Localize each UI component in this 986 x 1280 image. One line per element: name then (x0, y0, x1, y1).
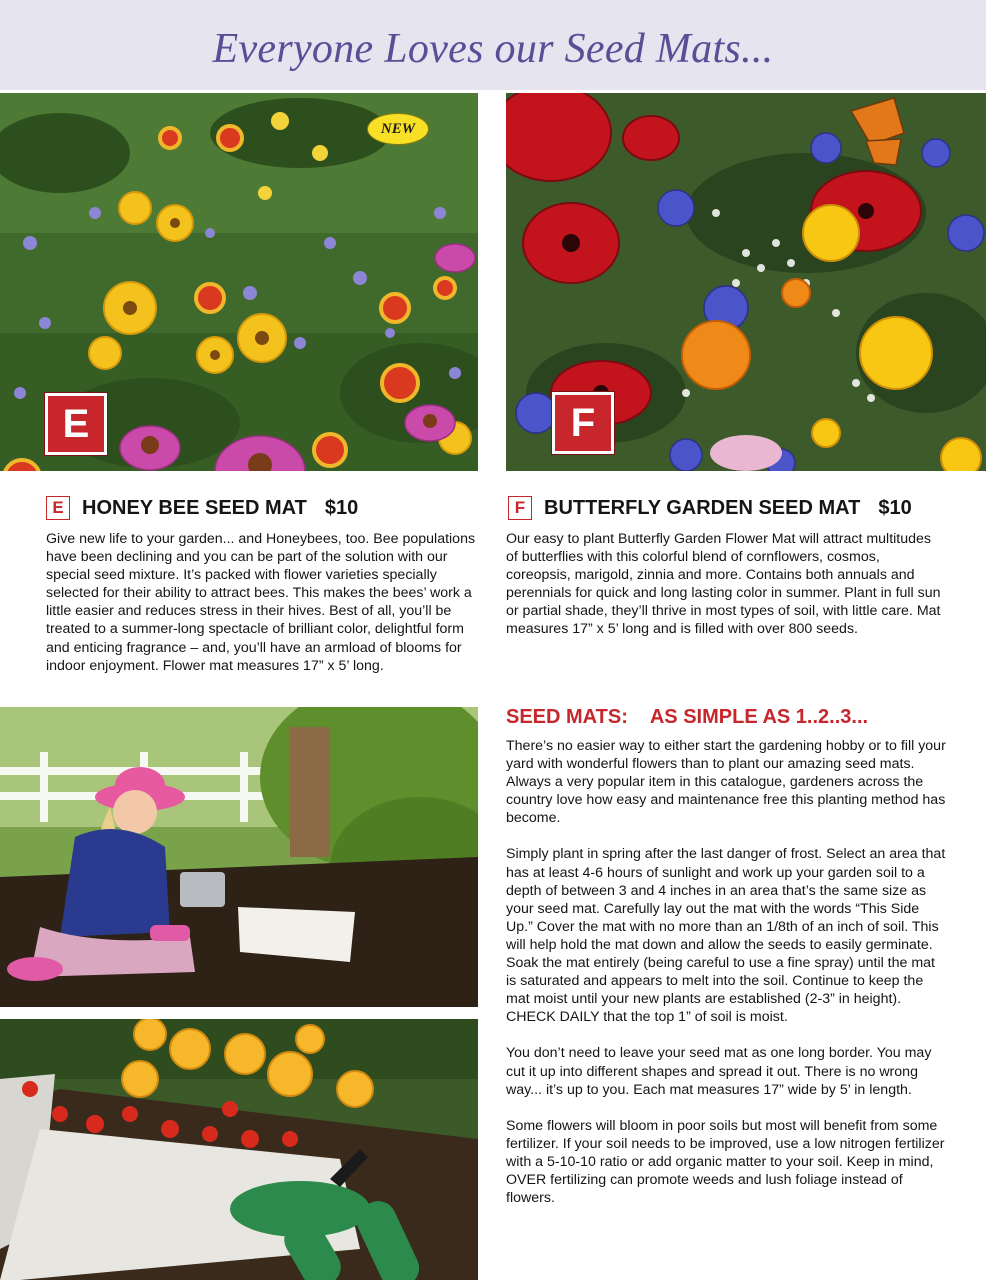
butterfly-garden-flowers-photo (506, 93, 986, 471)
instructions-paragraph: Some flowers will bloom in poor soils but most will benefit from some fertilizer. If your soil needs to be improved, use a low nitrogen fertilizer with a 5-10-10 ratio or add organic matter to your soil. Keep in mind, OVER fertilizing can promote weeds and lush foliage instead of flowers. (506, 1117, 945, 1207)
product-f-description: Our easy to plant Butterfly Garden Flower Mat will attract multitudes of butterflies with this colorful blend of cornflowers, cosmos, coreopsis, marigold, zinnia and more. Contains both annuals and perennials for quick and long lasting color in summer. Plant in full sun or partial shade, they’ll thrive in most types of soil, with little care. Mat measures 17” x 5’ long and is filled with over 800 seeds. (506, 531, 941, 638)
seed-mat-bed-photo (0, 1019, 478, 1280)
seed-mats-heading (506, 706, 868, 729)
product-e-photo-badge: E (45, 393, 107, 455)
seed-mats-heading-left: SEED MATS: (506, 706, 628, 728)
child-planting-illustration (0, 707, 478, 1007)
new-badge: NEW (367, 113, 429, 145)
product-f-heading (508, 496, 912, 520)
page-title: Everyone Loves our Seed Mats... (212, 26, 774, 72)
instructions-paragraph: You don’t need to leave your seed mat as one long border. You may cut it up into different shapes and spread it out. There is no wrong way... it’s up to you. Each mat measures 17” wide by 5’ in length. (506, 1045, 932, 1098)
product-f-name: BUTTERFLY GARDEN SEED MAT (544, 496, 861, 519)
honey-bee-flowers-photo (0, 93, 478, 471)
product-e-letter: E (46, 496, 70, 520)
header-banner (0, 0, 986, 90)
instructions-paragraph: Simply plant in spring after the last danger of frost. Select an area that has at least 4-6 hours of sunlight and work up your garden soil to a depth of between 3 and 4 inches in an area that’s the same size as your seed mat. Carefully lay out the mat with the words “This Side Up.” Cover the mat with no more than an 1/8th of an inch of soil. This will help hold the mat down and allow the seeds to easily germinate. Soak the mat entirely (being careful to use a fine spray) until the mat is saturated and appears to melt into the soil. Continue to keep the mat moist until your new plants are established (2-3” in height). CHECK DAILY that the top 1” of soil is moist. (506, 846, 946, 1026)
product-e-description: Give new life to your garden... and Honeybees, too. Bee populations have been declining and you can be part of the solution with our special seed mixture. It’s packed with flower varieties specially selected for their ability to attract bees. This makes the bees’ work a little easier and reduces stress in their hives. Best of all, you’ll be treated to a summer-long spectacle of brilliant color, delightful form and enticing fragrance – and, you’ll have an armload of blooms for indoor enjoyment. Flower mat measures 17” x 5’ long. (46, 531, 476, 674)
product-e-name: HONEY BEE SEED MAT (82, 496, 307, 519)
product-f-letter: F (508, 496, 532, 520)
seed-mat-bed-illustration (0, 1019, 478, 1280)
product-e-price: $10 (324, 496, 359, 519)
instructions-paragraph: There’s no easier way to either start the gardening hobby or to fill your yard with wonderful flowers than to plant our amazing seed mats. Always a very popular item in this catalogue, gardeners across the country love how easy and maintenance free this planting method has become. (506, 738, 946, 827)
product-f-photo-badge: F (552, 392, 614, 454)
seed-mats-heading-right: AS SIMPLE AS 1..2..3... (649, 706, 869, 728)
instructions-body (506, 737, 948, 1225)
product-e-heading (46, 496, 358, 520)
product-f-price: $10 (878, 496, 912, 519)
child-planting-photo (0, 707, 478, 1007)
